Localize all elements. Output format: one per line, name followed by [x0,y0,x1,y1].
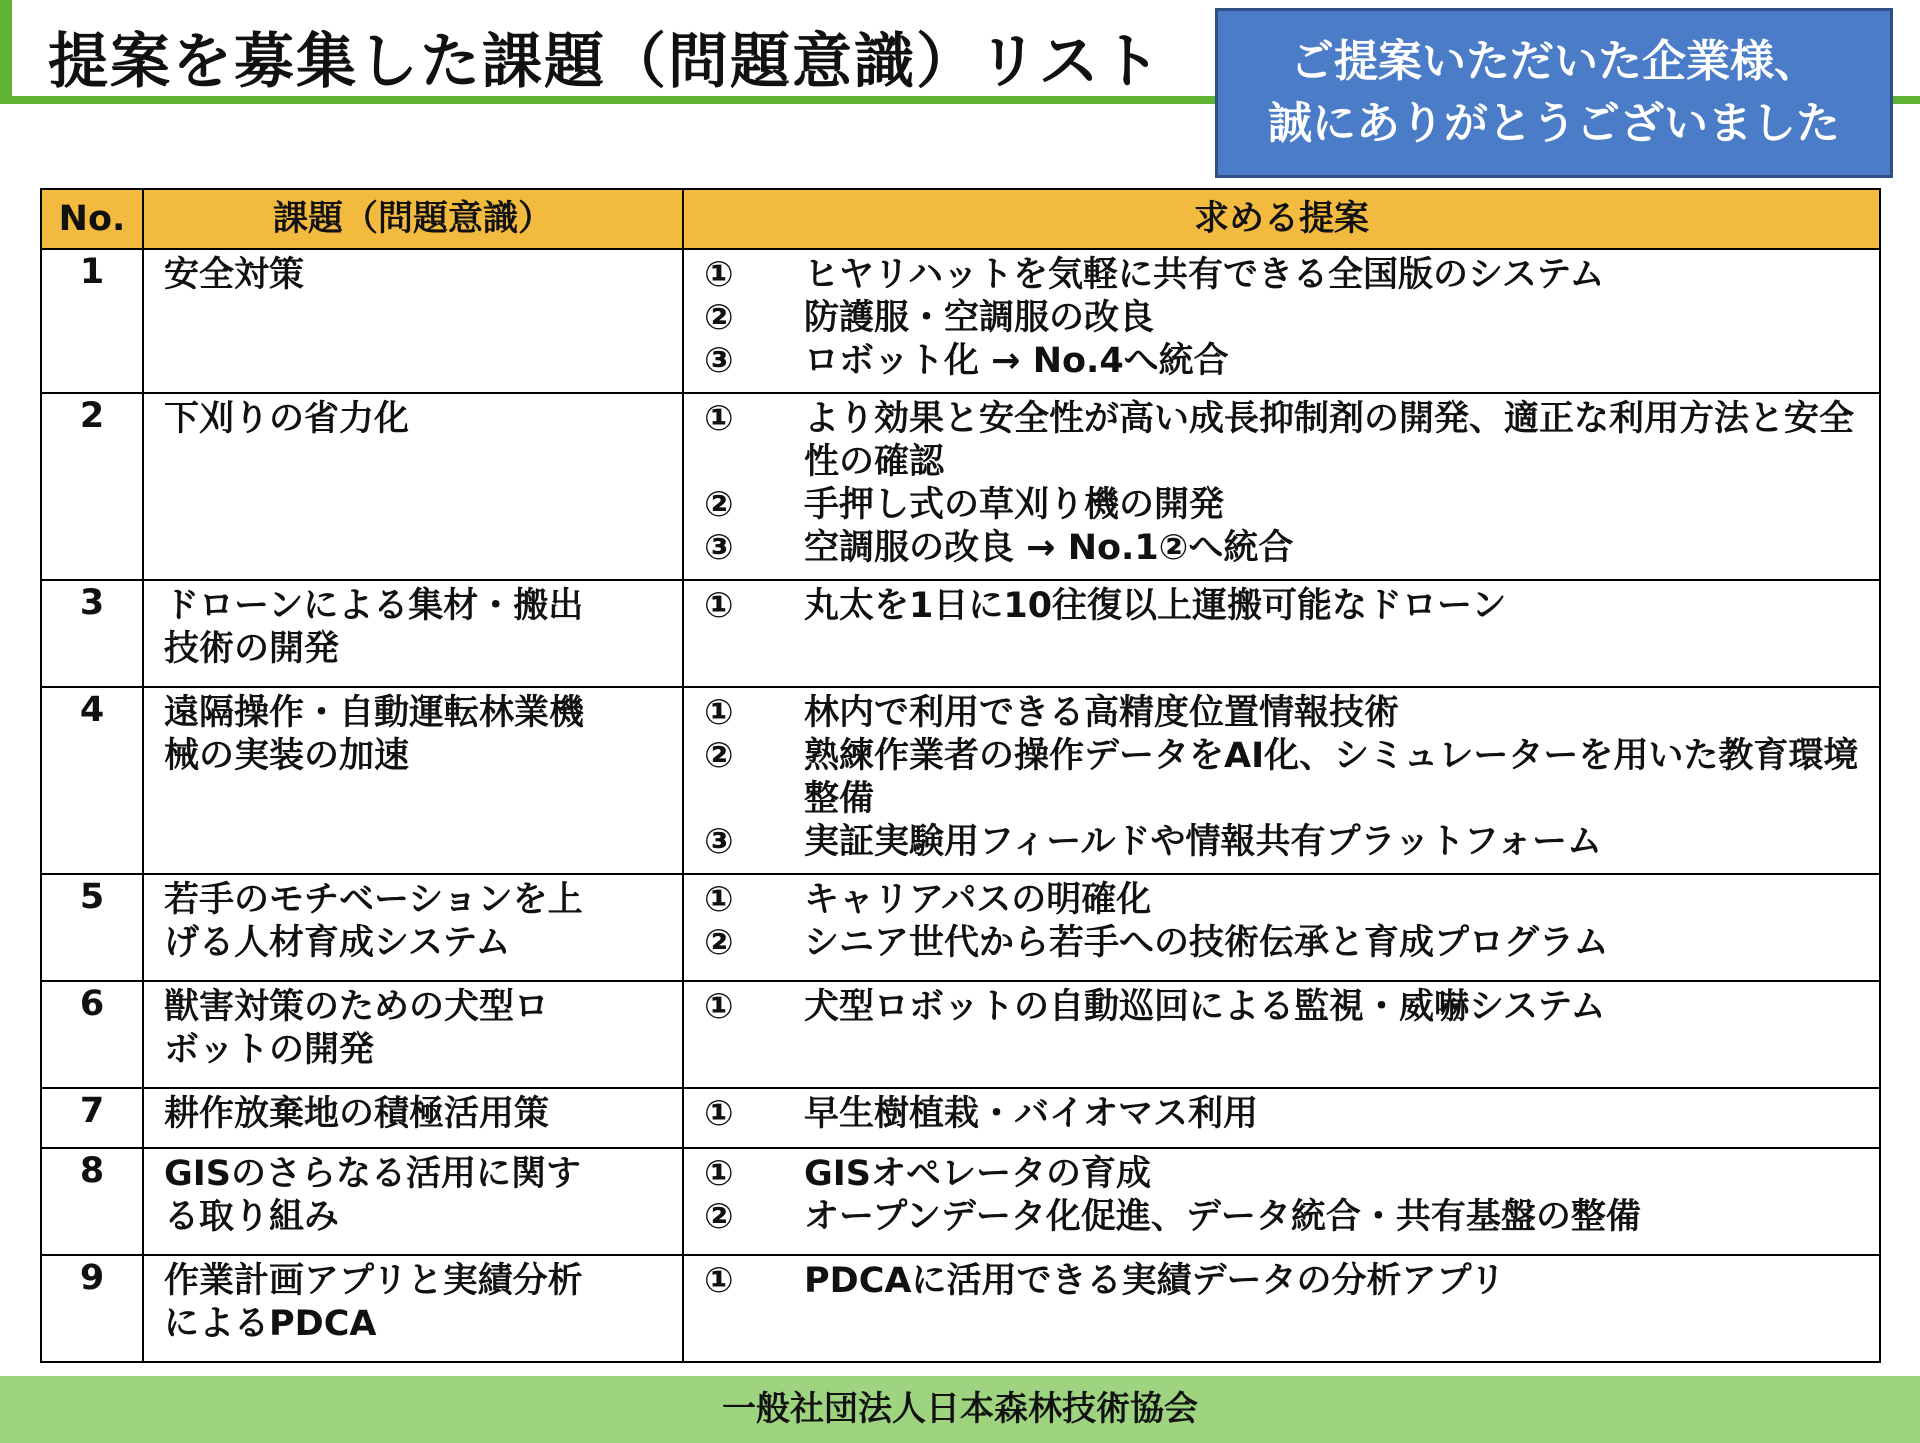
table-row [41,874,1880,981]
proposal-text: 空調服の改良 → No.1②へ統合 [804,528,1294,568]
issue-text-line: る取り組み [164,1197,340,1237]
proposals-cell [683,1088,1880,1148]
thanks-box [1215,8,1893,178]
proposal-item [698,1196,1869,1239]
issue-text-line: ドローンによる集材・搬出 [164,586,584,626]
proposals-cell [683,1148,1880,1255]
proposal-item [698,585,1869,628]
proposal-number: ② [704,1197,734,1237]
proposal-text: より効果と安全性が高い成長抑制剤の開発、適正な利用方法と安全性の確認 [804,399,1855,482]
thanks-line-1: ご提案いただいた企業様、 [1290,36,1818,87]
row-number: 5 [41,874,143,981]
proposal-number: ③ [704,528,734,568]
page-title: 提案を募集した課題（問題意識）リスト [48,27,1163,97]
row-number: 6 [41,981,143,1088]
row-number: 9 [41,1255,143,1362]
proposal-text: 熟練作業者の操作データをAI化、シミュレーターを用いた教育環境整備 [804,736,1859,819]
issues-table [40,188,1881,1363]
proposal-item [698,986,1869,1029]
proposal-number: ① [704,880,734,920]
proposal-text: オープンデータ化促進、データ統合・共有基盤の整備 [804,1197,1641,1237]
row-number: 2 [41,393,143,580]
proposal-item [698,735,1869,821]
proposals-cell [683,981,1880,1088]
proposal-text: 防護服・空調服の改良 [804,298,1155,338]
proposal-item [698,484,1869,527]
proposal-text: 犬型ロボットの自動巡回による監視・威嚇システム [804,987,1606,1027]
proposal-number: ③ [704,822,734,862]
proposals-cell [683,1255,1880,1362]
proposal-item [698,821,1869,864]
issue-text-line: 下刈りの省力化 [164,399,410,439]
proposal-item [698,1153,1869,1196]
proposal-number: ① [704,693,734,733]
proposal-number: ② [704,485,734,525]
row-number: 7 [41,1088,143,1148]
proposal-number: ③ [704,341,734,381]
issue-text-line: 械の実装の加速 [164,736,410,776]
proposals-cell [683,687,1880,874]
table-row [41,580,1880,687]
table-row [41,249,1880,393]
issue-cell [143,580,683,687]
issue-text-line: ボットの開発 [164,1030,375,1070]
proposal-item [698,527,1869,570]
proposal-text: 林内で利用できる高精度位置情報技術 [804,693,1400,733]
issue-text-line: によるPDCA [164,1304,377,1344]
proposal-text: 手押し式の草刈り機の開発 [804,485,1225,525]
issue-cell [143,1088,683,1148]
row-number: 1 [41,249,143,393]
proposals-cell [683,249,1880,393]
table-row [41,393,1880,580]
proposal-item [698,1093,1869,1136]
row-number: 3 [41,580,143,687]
proposal-text: GISオペレータの育成 [804,1154,1151,1194]
issue-text-line: 安全対策 [164,255,305,295]
proposal-text: 早生樹植栽・バイオマス利用 [804,1094,1258,1134]
proposals-cell [683,874,1880,981]
header-issue: 課題（問題意識） [143,189,683,249]
footer-organization: 一般社団法人日本森林技術協会 [0,1376,1920,1443]
table-body [41,249,1880,1362]
row-number: 8 [41,1148,143,1255]
proposal-item [698,1260,1869,1303]
issue-text-line: げる人材育成システム [164,923,511,963]
proposal-number: ② [704,736,734,776]
proposal-number: ② [704,298,734,338]
issue-cell [143,1255,683,1362]
issue-cell [143,874,683,981]
proposals-cell [683,393,1880,580]
proposal-text: PDCAに活用できる実績データの分析アプリ [804,1261,1506,1301]
header-no: No. [41,189,143,249]
table-row [41,687,1880,874]
issue-cell [143,249,683,393]
row-number: 4 [41,687,143,874]
issue-text-line: 技術の開発 [164,629,340,669]
table-row [41,1148,1880,1255]
proposal-item [698,692,1869,735]
issue-cell [143,687,683,874]
proposal-number: ② [704,923,734,963]
proposal-item [698,879,1869,922]
table-row [41,1255,1880,1362]
table-row [41,1088,1880,1148]
proposal-text: シニア世代から若手への技術伝承と育成プログラム [804,923,1609,963]
proposal-item [698,922,1869,965]
proposal-item [698,398,1869,484]
proposal-number: ① [704,255,734,295]
proposal-number: ① [704,1261,734,1301]
proposal-number: ① [704,1154,734,1194]
issue-text-line: 若手のモチベーションを上 [164,880,583,920]
issue-text-line: 遠隔操作・自動運転林業機 [164,693,585,733]
proposal-text: ロボット化 → No.4へ統合 [804,341,1229,381]
proposal-item [698,340,1869,383]
proposal-text: キャリアパスの明確化 [804,880,1152,920]
proposal-number: ① [704,586,734,626]
proposal-number: ① [704,1094,734,1134]
issue-cell [143,981,683,1088]
issue-text-line: 耕作放棄地の積極活用策 [164,1094,550,1134]
issue-cell [143,1148,683,1255]
issue-text-line: 作業計画アプリと実績分析 [164,1261,583,1301]
proposal-item [698,254,1869,297]
thanks-line-2: 誠にありがとうございました [1268,98,1840,149]
table-header-row [41,189,1880,249]
proposal-item [698,297,1869,340]
table-row [41,981,1880,1088]
header-proposals: 求める提案 [683,189,1880,249]
issue-text-line: GISのさらなる活用に関す [164,1154,581,1194]
proposal-text: ヒヤリハットを気軽に共有できる全国版のシステム [804,255,1605,295]
issue-text-line: 獣害対策のための犬型ロ [164,987,550,1027]
proposal-text: 丸太を1日に10往復以上運搬可能なドローン [804,586,1507,626]
proposal-text: 実証実験用フィールドや情報共有プラットフォーム [804,822,1603,862]
proposal-number: ① [704,987,734,1027]
proposal-number: ① [704,399,734,439]
proposals-cell [683,580,1880,687]
issue-cell [143,393,683,580]
